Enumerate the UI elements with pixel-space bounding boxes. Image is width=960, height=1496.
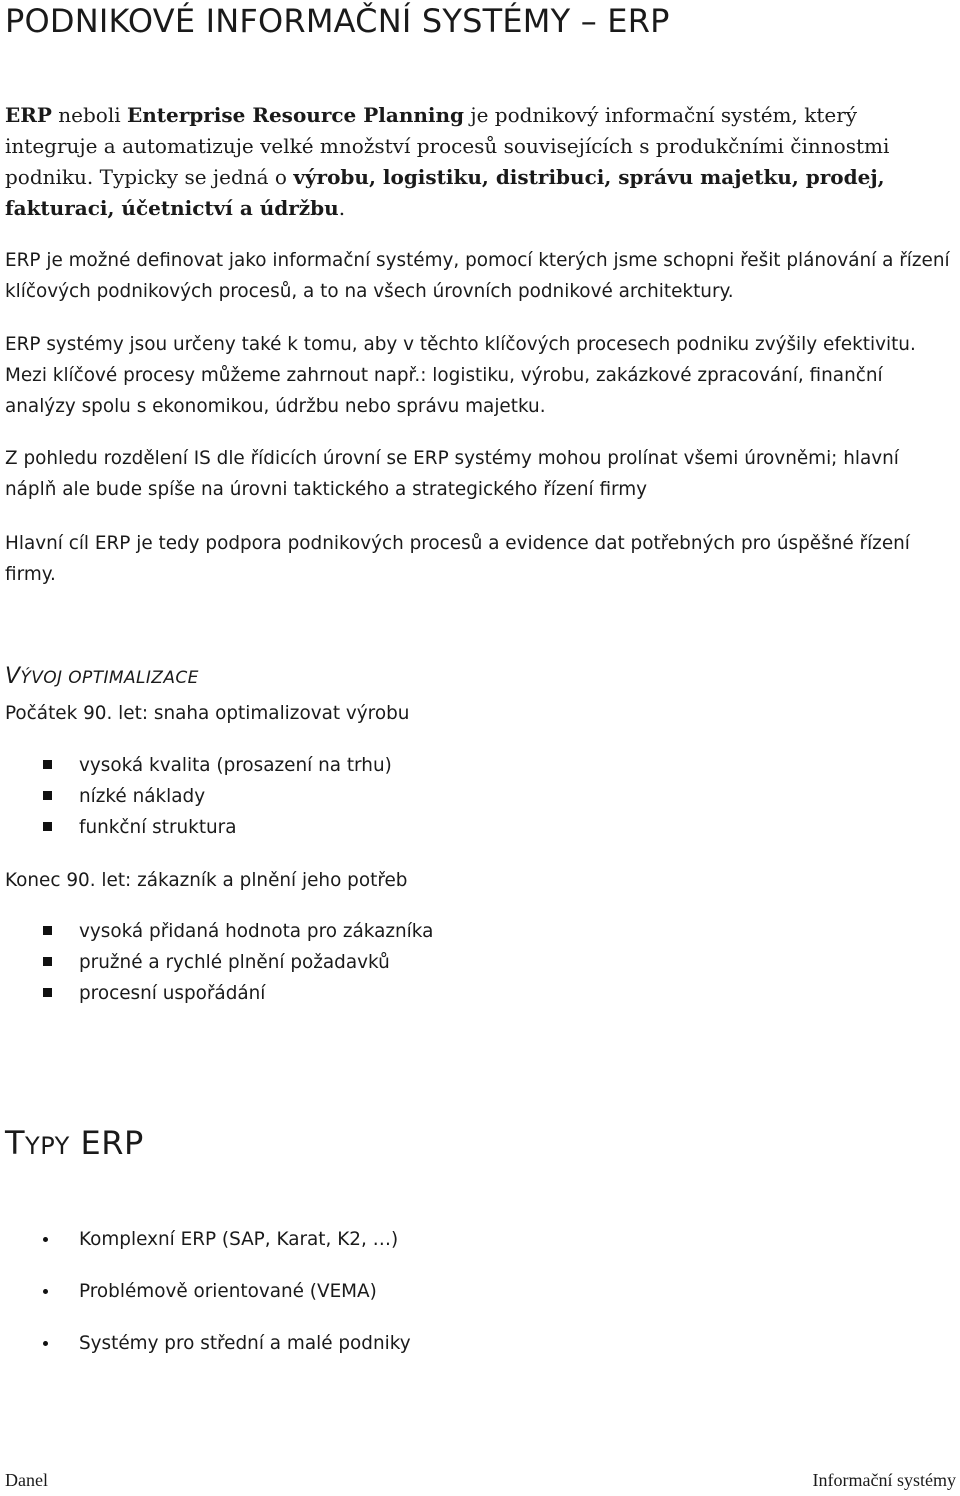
bullet-icon (43, 1341, 48, 1346)
square-bullet-icon (43, 760, 52, 769)
section-heading-optimalizace (5, 664, 199, 689)
paragraph-goal: Hlavní cíl ERP je tedy podpora podnikových procesů a evidence dat potřebných pro úspěšné řízení firmy. (5, 533, 910, 585)
paragraph-definition: ERP je možné definovat jako informační systémy, pomocí kterých jsme schopni řešit plánování a řízení klíčových podnikových procesů, a to na všech úrovních podnikové architektury. (5, 250, 950, 302)
intro-term: ERP (5, 103, 52, 127)
start-label: Počátek 90. let: snaha optimalizovat výrobu (5, 703, 410, 724)
intro-paragraph (5, 100, 953, 224)
intro-connector: neboli (51, 103, 127, 127)
square-bullet-icon (43, 988, 52, 997)
bullet-icon (43, 1237, 48, 1242)
intro-end: . (338, 196, 346, 220)
square-bullet-icon (43, 926, 52, 935)
heading-initial: T (5, 1124, 26, 1162)
paragraph-efficiency: ERP systémy jsou určeny také k tomu, aby v těchto klíčových procesech podniku zvýšily efektivitu. Mezi klíčové procesy můžeme zahrnout např.: logistiku, výrobu, zakázkové zpracování, finanční analýzy spolu s ekonomikou, údržbu nebo správu majetku. (5, 334, 916, 417)
intro-areas: výrobu, logistiku, distribuci, správu majetku, prodej, fakturaci, účetnictví a údržbu (5, 165, 885, 220)
square-bullet-icon (43, 822, 52, 831)
footer-author: Danel (5, 1470, 48, 1490)
page-title: PODNIKOVÉ INFORMAČNÍ SYSTÉMY – ERP (5, 2, 670, 40)
square-bullet-icon (43, 957, 52, 966)
heading-smallcaps: YPY (25, 1132, 70, 1160)
paragraph-levels: Z pohledu rozdělení IS dle řídicích úrovní se ERP systémy mohou prolínat všemi úrovněmi; hlavní náplň ale bude spíše na úrovni taktického a strategického řízení firmy (5, 448, 899, 500)
bullet-icon (43, 1289, 48, 1294)
square-bullet-icon (43, 791, 52, 800)
end-label: Konec 90. let: zákazník a plnění jeho potřeb (5, 870, 408, 891)
heading-initial: V (5, 664, 21, 689)
heading-rest: ERP (69, 1124, 144, 1162)
section-heading-typy (5, 1124, 144, 1162)
intro-text: je podnikový informační systém, který integruje a automatizuje velké množství procesů souvisejících s produkčními činnostmi podniku. Typicky se jedná o (5, 103, 890, 189)
footer-subject: Informační systémy (812, 1470, 956, 1490)
heading-rest: ÝVOJ OPTIMALIZACE (20, 668, 199, 688)
intro-term-full: Enterprise Resource Planning (126, 103, 465, 127)
